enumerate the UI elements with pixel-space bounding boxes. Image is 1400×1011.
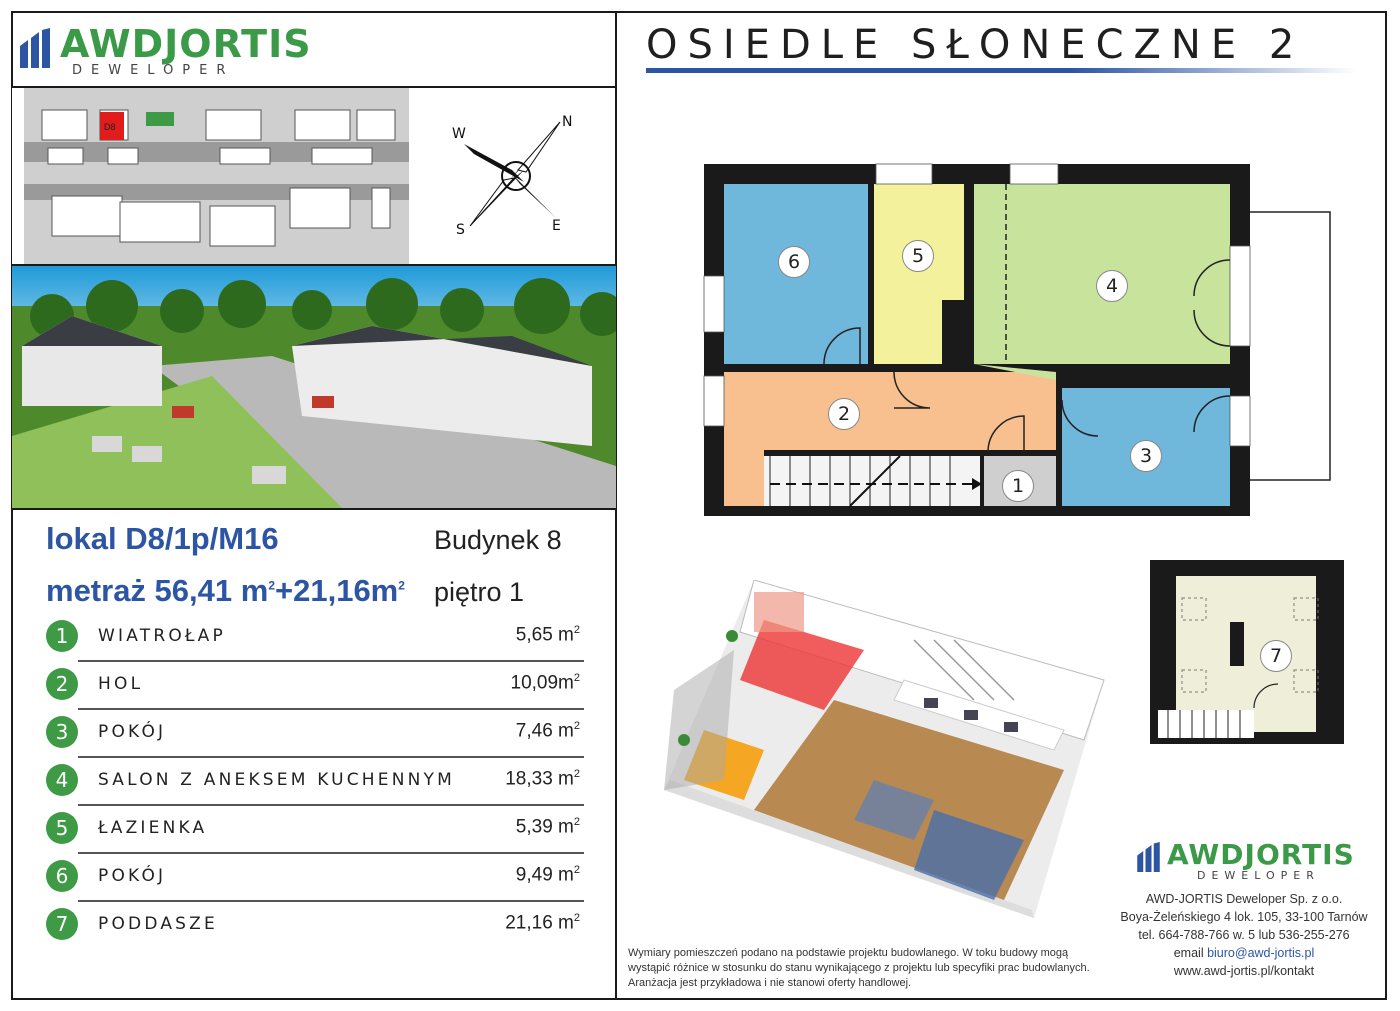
room-name: PODDASZE xyxy=(98,914,218,934)
disclaimer-line2: wystąpić różnice w stosunku do stanu wynikającego z projektu lub specyfiki prac budowlanych. xyxy=(628,962,1090,974)
floor-plan xyxy=(700,160,1340,520)
compass-icon xyxy=(430,100,610,250)
contact-address: Boya-Żeleńskiego 4 lok. 105, 33-100 Tarnów xyxy=(1120,910,1368,924)
room-row xyxy=(46,662,584,710)
contact-web[interactable]: www.awd-jortis.pl/kontakt xyxy=(1173,964,1315,978)
room-area: 7,46 $m^2$ xyxy=(515,720,580,742)
room-number: 4 xyxy=(46,764,78,796)
title-underline xyxy=(646,68,1356,73)
brand-name: AWDJORTIS xyxy=(60,22,312,66)
room-number: 3 xyxy=(46,716,78,748)
room-number: 6 xyxy=(46,860,78,892)
site-plan xyxy=(12,88,422,264)
room-row xyxy=(46,758,584,806)
disclaimer-line1: Wymiary pomieszczeń podano na podstawie projektu budowlanego. W toku budowy mogą xyxy=(628,947,1069,959)
compass-e: E xyxy=(552,218,561,234)
contact-phone: tel. 664-788-766 w. 5 lub 536-255-276 xyxy=(1138,928,1350,942)
compass-n: N xyxy=(562,114,573,130)
plan-room-4: 4 xyxy=(1096,270,1128,302)
plan-room-2: 2 xyxy=(828,398,860,430)
room-name: WIATROŁAP xyxy=(98,626,226,646)
aerial-render xyxy=(12,266,616,508)
room-name: HOL xyxy=(98,674,144,694)
plan-room-7: 7 xyxy=(1260,640,1292,672)
plan-room-6: 6 xyxy=(778,246,810,278)
room-name: ŁAZIENKA xyxy=(98,818,208,838)
room-name: SALON Z ANEKSEM KUCHENNYM xyxy=(98,770,456,790)
logo-mark-icon xyxy=(1137,842,1163,872)
room-number: 7 xyxy=(46,908,78,940)
room-area: 18,33 $m^2$ xyxy=(505,768,580,790)
room-row xyxy=(46,806,584,854)
area-plus: +21,16m xyxy=(275,573,399,608)
building-label: Budynek 8 xyxy=(434,525,562,555)
compass-rose xyxy=(430,100,610,250)
project-title: OSIEDLE SŁONECZNE 2 xyxy=(646,22,1305,68)
room-row xyxy=(46,710,584,758)
disclaimer-line3: Aranżacja jest przykładowa i nie stanowi oferty handlowej. xyxy=(628,977,912,989)
footer-logo xyxy=(1137,838,1367,888)
plan-room-1: 1 xyxy=(1002,470,1034,502)
disclaimer xyxy=(628,946,1118,991)
room-number: 1 xyxy=(46,620,78,652)
plan-room-5: 5 xyxy=(902,240,934,272)
room-area: $10,09m^2$ xyxy=(510,672,580,694)
room-name: POKÓJ xyxy=(98,722,167,742)
contact-email-row: email biuro@awd-jortis.pl xyxy=(1173,946,1315,960)
plan-room-3: 3 xyxy=(1130,440,1162,472)
footer-brand-name: AWDJORTIS xyxy=(1167,838,1355,871)
room-row xyxy=(46,854,584,902)
interior-3d-render xyxy=(644,580,1114,920)
area-sup1: 2 xyxy=(268,578,275,593)
room-area: 5,39 $m^2$ xyxy=(515,816,580,838)
render-divider xyxy=(12,508,616,510)
site-highlight-label: D8 xyxy=(104,122,116,132)
compass-s: S xyxy=(456,222,465,238)
room-name: POKÓJ xyxy=(98,866,167,886)
unit-area xyxy=(46,573,405,609)
room-number: 5 xyxy=(46,812,78,844)
area-sup2: 2 xyxy=(398,578,405,593)
room-area: 9,49 $m^2$ xyxy=(515,864,580,886)
floor-label: piętro 1 xyxy=(434,577,525,607)
contact-email-link[interactable]: biuro@awd-jortis.pl xyxy=(1207,946,1315,960)
logo-mark-icon xyxy=(20,28,54,68)
unit-id: lokal D8/1p/M16 xyxy=(46,521,279,556)
contact-block xyxy=(1110,890,1378,980)
area-main: metraż 56,41 m xyxy=(46,573,269,608)
room-row xyxy=(46,614,584,662)
brand-sub: DEWELOPER xyxy=(72,63,235,78)
compass-w: W xyxy=(452,126,466,142)
room-area: 5,65 $m^2$ xyxy=(515,624,580,646)
room-area: 21,16 $m^2$ xyxy=(505,912,580,934)
room-number: 2 xyxy=(46,668,78,700)
attic-plan xyxy=(1146,558,1346,746)
room-row xyxy=(46,902,584,950)
brand-logo xyxy=(20,22,310,82)
contact-company: AWD-JORTIS Deweloper Sp. z o.o. xyxy=(1145,892,1343,906)
footer-brand-sub: DEWELOPER xyxy=(1197,869,1320,882)
